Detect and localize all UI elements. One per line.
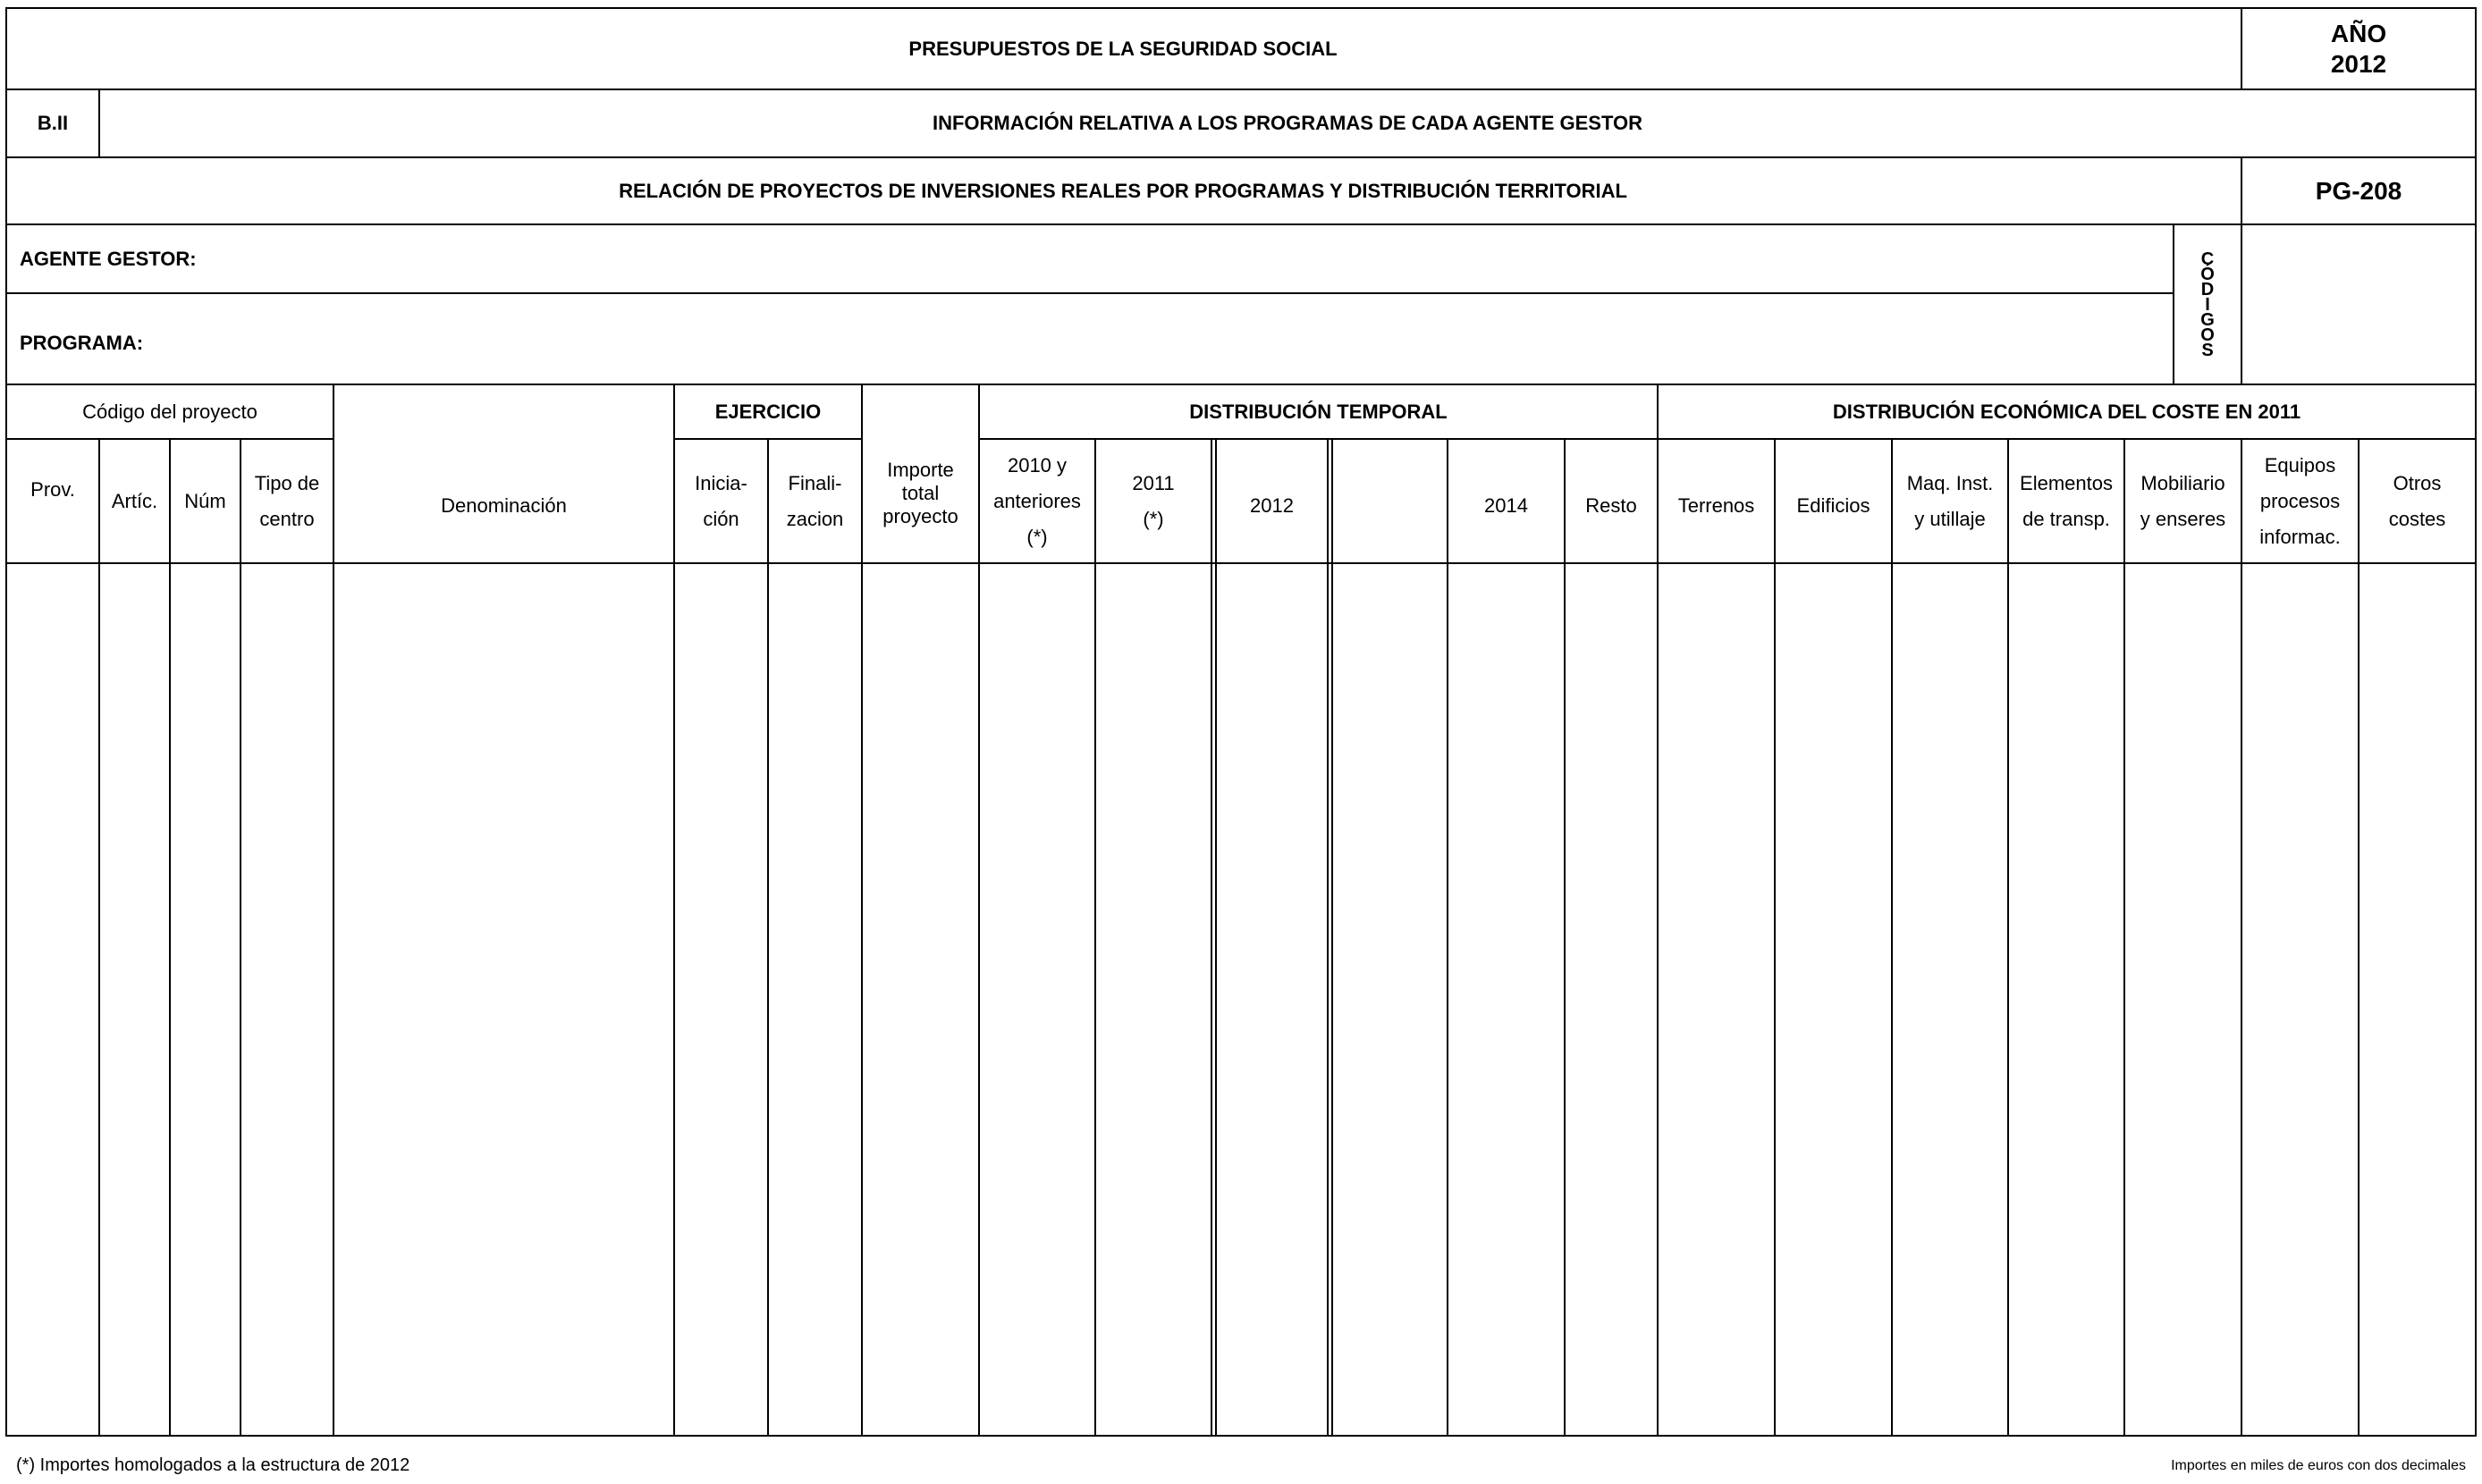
- codes-letter: S: [2201, 340, 2214, 360]
- col-header-terrenos-text: Terrenos: [1677, 494, 1755, 517]
- col-header-resto: [1566, 440, 1657, 572]
- group-header-ejercicio: EJERCICIO: [714, 400, 822, 423]
- year-label: AÑO: [2330, 19, 2387, 47]
- col-header-line: Elementos: [2020, 471, 2113, 494]
- col-header-line: informac.: [2259, 525, 2341, 548]
- footer-note: (*) Importes homologados a la estructura de 2012: [16, 1455, 410, 1475]
- col-header-line: proyecto: [882, 505, 958, 527]
- footer-units: Importes en miles de euros con dos decimales: [2171, 1458, 2466, 1473]
- divider: [1891, 438, 1893, 1437]
- divider: [98, 438, 100, 1437]
- col-header-edificios: [1776, 440, 1891, 572]
- col-header-2012: [1217, 440, 1327, 572]
- col-header-2010: [980, 440, 1094, 562]
- col-header-denominacion-text: Denominación: [441, 494, 567, 517]
- col-header-importe: [863, 385, 978, 602]
- col-header-artic: [100, 440, 169, 562]
- col-header-maq: [1893, 440, 2007, 562]
- divider: [2123, 438, 2125, 1437]
- divider: [169, 438, 171, 1437]
- col-header-line: Finali-: [788, 471, 842, 494]
- col-header-line: Equipos: [2264, 453, 2336, 476]
- group-header-temporal: DISTRIBUCIÓN TEMPORAL: [1189, 400, 1448, 423]
- col-header-edificios-text: Edificios: [1796, 494, 1870, 517]
- codes-letter: Ó: [2200, 264, 2215, 284]
- col-header-line: (*): [1143, 507, 1164, 530]
- col-header-line: costes: [2388, 507, 2446, 530]
- col-header-resto-text: Resto: [1585, 494, 1637, 517]
- col-header-line: (*): [1026, 525, 1048, 548]
- divider: [1327, 438, 1329, 1437]
- col-header-tipo: [241, 440, 333, 562]
- col-header-line: Inicia-: [695, 471, 747, 494]
- codes-letter: O: [2200, 325, 2215, 345]
- col-header-2014-text: 2014: [1484, 494, 1528, 517]
- col-header-finalizacion: [769, 440, 861, 562]
- codes-letter: C: [2200, 249, 2215, 269]
- codes-letter: G: [2200, 309, 2215, 330]
- codes-letter: I: [2205, 294, 2210, 315]
- divider: [240, 438, 241, 1437]
- col-header-line: ción: [703, 507, 739, 530]
- col-header-line: Tipo de: [254, 471, 320, 494]
- col-header-mobiliario: [2125, 440, 2241, 562]
- divider: [1094, 438, 1096, 1437]
- form-code: PG-208: [2315, 176, 2402, 205]
- section-title: INFORMACIÓN RELATIVA A LOS PROGRAMAS DE CADA AGENTE GESTOR: [932, 112, 1643, 134]
- col-header-line: zacion: [786, 507, 844, 530]
- col-header-2013: [1333, 440, 1447, 572]
- col-header-line: Maq. Inst.: [1906, 471, 1994, 494]
- year-block: [2242, 9, 2475, 89]
- col-header-line: y utillaje: [1914, 507, 1986, 530]
- document-title: PRESUPUESTOS DE LA SEGURIDAD SOCIAL: [908, 37, 1338, 60]
- col-header-artic-text: Artíc.: [111, 489, 158, 512]
- col-header-equipos: [2242, 440, 2358, 562]
- divider: [767, 438, 769, 1437]
- year-value: 2012: [2330, 49, 2387, 78]
- col-header-line: Importe: [887, 459, 954, 481]
- col-header-line: total: [901, 482, 940, 504]
- section-code: B.II: [37, 112, 69, 134]
- col-header-prov-text: Prov.: [30, 478, 75, 501]
- divider: [1331, 438, 1333, 1437]
- divider: [1447, 438, 1448, 1437]
- divider: [1215, 438, 1217, 1437]
- program-label: PROGRAMA:: [20, 332, 144, 354]
- col-header-prov: [7, 440, 98, 540]
- divider: [2007, 438, 2009, 1437]
- col-header-2014: [1448, 440, 1564, 572]
- divider: [1774, 438, 1776, 1437]
- col-header-line: y enseres: [2140, 507, 2226, 530]
- col-header-line: procesos: [2259, 489, 2341, 512]
- divider: [1211, 438, 1212, 1437]
- col-header-line: 2011: [1132, 471, 1175, 494]
- codes-vertical-label: [2174, 225, 2241, 384]
- group-header-economica: DISTRIBUCIÓN ECONÓMICA DEL COSTE EN 2011: [1832, 400, 2301, 423]
- col-header-2012-text: 2012: [1250, 494, 1294, 517]
- divider: [1564, 438, 1566, 1437]
- divider: [2241, 438, 2242, 1437]
- col-header-terrenos: [1659, 440, 1774, 572]
- col-header-line: de transp.: [2022, 507, 2110, 530]
- report-title: RELACIÓN DE PROYECTOS DE INVERSIONES REALES POR PROGRAMAS Y DISTRIBUCIÓN TERRITORIAL: [619, 179, 1627, 202]
- col-header-2011: [1096, 440, 1211, 562]
- col-header-line: anteriores: [993, 489, 1081, 512]
- col-header-line: Mobiliario: [2140, 471, 2225, 494]
- col-header-line: Otros: [2393, 471, 2442, 494]
- col-header-num: [171, 440, 240, 562]
- col-header-num-text: Núm: [184, 489, 226, 512]
- divider: [2358, 438, 2360, 1437]
- col-header-iniciacion: [675, 440, 767, 562]
- col-header-denominacion: [334, 440, 673, 572]
- col-header-otros: [2360, 440, 2475, 562]
- col-header-line: centro: [259, 507, 315, 530]
- col-header-elementos: [2009, 440, 2123, 562]
- codes-letter: D: [2200, 279, 2215, 299]
- agent-label: AGENTE GESTOR:: [20, 247, 197, 270]
- col-header-line: 2010 y: [1007, 453, 1068, 476]
- group-header-codigo: Código del proyecto: [82, 400, 257, 423]
